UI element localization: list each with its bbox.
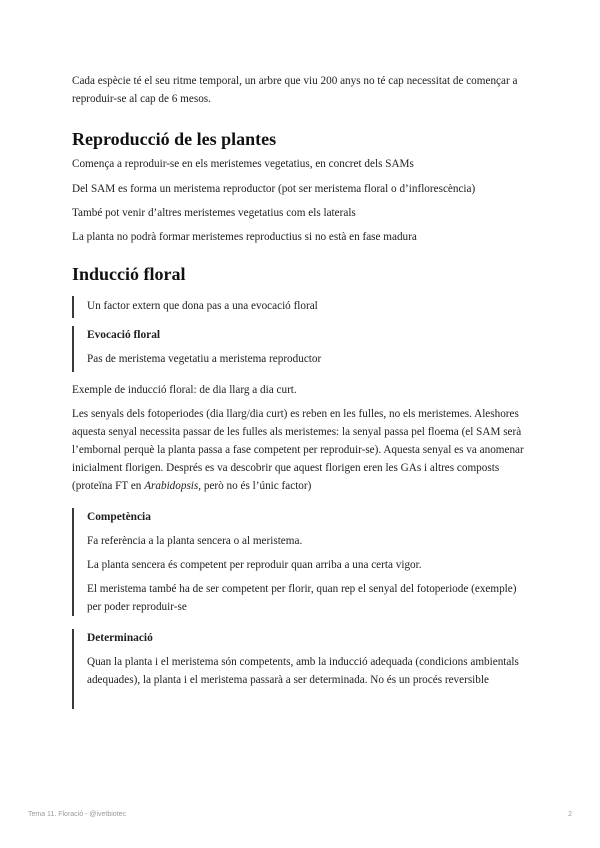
heading-induccio: Inducció floral <box>72 264 186 284</box>
reproduccio-line-3: També pot venir d’altres meristemes vegetatius com els laterals <box>72 207 356 219</box>
evocacio-text: Pas de meristema vegetatiu a meristema reproductor <box>87 353 322 365</box>
footer-label: Tema 11. Floració - @ivetbiotec <box>28 811 127 818</box>
senyals-italic: Arabidopsis <box>144 480 199 492</box>
determinacio-title: Determinació <box>87 632 153 644</box>
example-line: Exemple de inducció floral: de dia llarg a dia curt. <box>72 384 297 396</box>
senyals-text-before: Les senyals dels fotoperiodes (dia llarg/dia curt) es reben en les fulles, no els meristemes. Aleshores aquesta senyal necessita passar de les fulles als meristemes: la senyal passa pel floema (el SAM serà l’embornal perquè la planta passa a fase competent per reproduir-se). Aquesta senyal es va anomenar inicialment florigen. Després es va descobrir que aquest florigen eren les GAs i altres composts (proteïna FT en <box>72 408 524 492</box>
senyals-paragraph <box>72 405 532 495</box>
reproduccio-line-4: La planta no podrà formar meristemes reproductius si no està en fase madura <box>72 231 417 243</box>
reproduccio-line-2: Del SAM es forma un meristema reproductor (pot ser meristema floral o d’inflorescència) <box>72 183 476 195</box>
intro-paragraph: Cada espècie té el seu ritme temporal, un arbre que viu 200 anys no té cap necessitat de començar a reproduir-se al cap de 6 mesos. <box>72 75 518 105</box>
determinacio-text: Quan la planta i el meristema són competents, amb la inducció adequada (condicions ambientals adequades), la planta i el meristema passarà a ser determinada. No és un procés reversible <box>87 656 519 686</box>
senyals-text-after: , però no és l’únic factor) <box>198 480 312 492</box>
quote-determinacio <box>72 629 527 709</box>
competencia-title: Competència <box>87 511 151 523</box>
quote-evocacio <box>72 326 527 372</box>
quote-factor-extern <box>72 296 527 318</box>
reproduccio-line-1: Comença a reproduir-se en els meristemes vegetatius, en concret dels SAMs <box>72 158 414 170</box>
heading-reproduccio: Reproducció de les plantes <box>72 129 277 149</box>
page-footer <box>28 811 572 818</box>
competencia-line-3: El meristema també ha de ser competent per florir, quan rep el senyal del fotoperiode (exemple) per poder reproduir-se <box>87 583 517 613</box>
competencia-line-2: La planta sencera és competent per reproduir quan arriba a una certa vigor. <box>87 559 422 571</box>
competencia-line-1: Fa referència a la planta sencera o al meristema. <box>87 535 303 547</box>
page-number: 2 <box>568 811 572 818</box>
quote-factor-text: Un factor extern que dona pas a una evocació floral <box>87 300 318 312</box>
evocacio-title: Evocació floral <box>87 329 161 341</box>
quote-competencia <box>72 508 527 616</box>
